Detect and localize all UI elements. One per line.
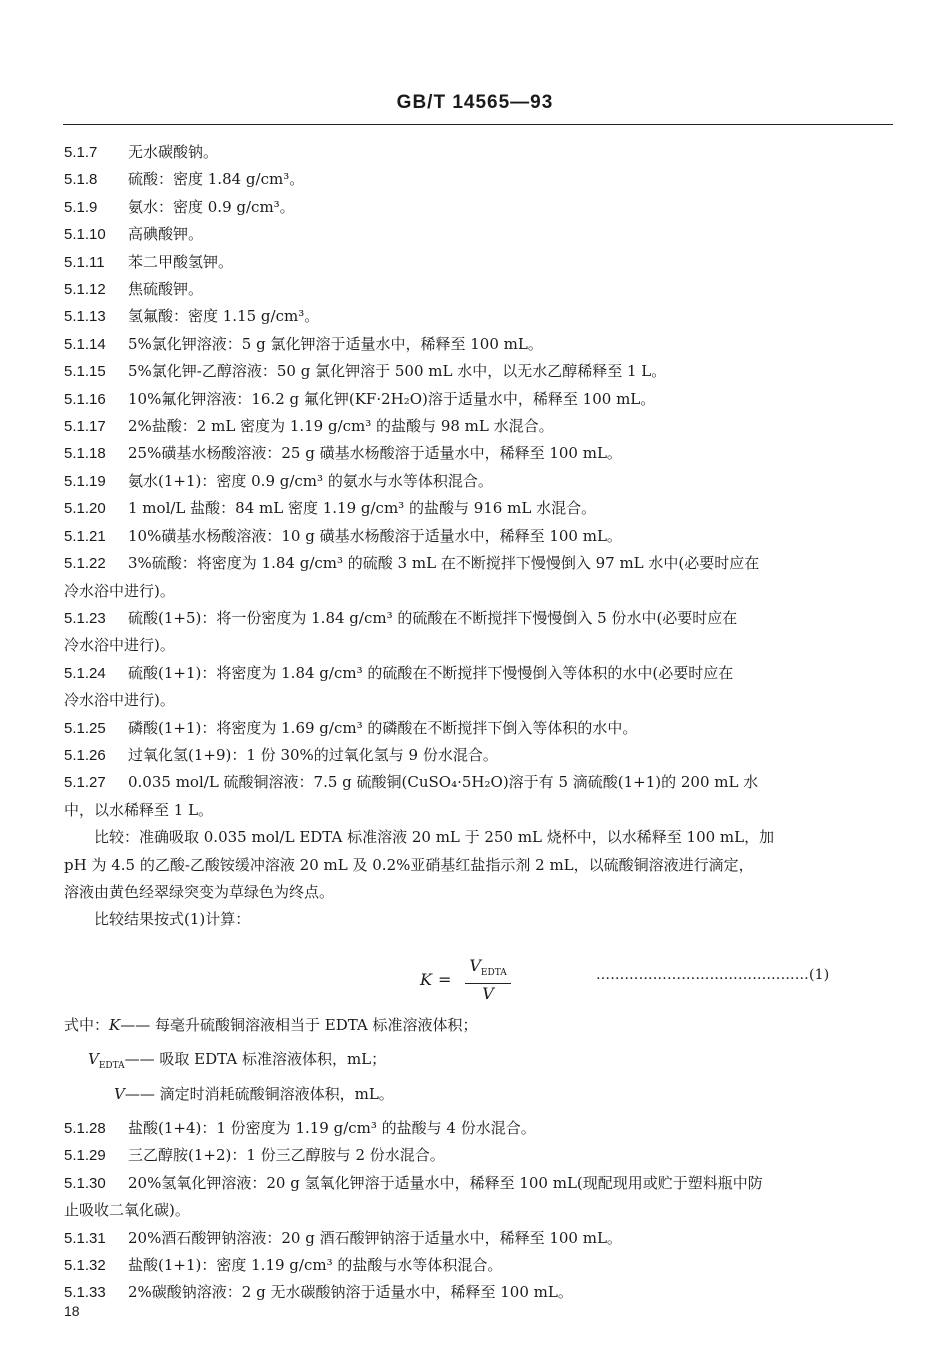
numerator-sub: EDTA <box>480 967 507 978</box>
clause-text: 焦硫酸钾。 <box>128 280 204 299</box>
reagent-item <box>64 715 864 742</box>
definition-symbol: K <box>109 1015 121 1034</box>
header-rule <box>63 124 893 125</box>
clause-text: 20%氢氧化钾溶液：20 g 氢氧化钾溶于适量水中，稀释至 100 mL(现配现用或贮于塑料瓶中防 <box>128 1173 763 1192</box>
reagent-item <box>64 386 864 413</box>
page-number: 18 <box>64 1303 80 1319</box>
formula-expression <box>420 956 511 1004</box>
formula-number-leader: ………………………………………(1) <box>596 966 830 983</box>
reagent-item <box>64 1170 864 1197</box>
reagent-item <box>64 495 864 522</box>
definition-row <box>64 1081 864 1115</box>
definition-row <box>64 1046 864 1080</box>
clause-number: 5.1.8 <box>64 171 98 189</box>
clause-number: 5.1.33 <box>64 1284 106 1302</box>
definition-symbol: V <box>88 1050 99 1069</box>
formula-denominator: V <box>482 983 494 1003</box>
clause-text: 0.035 mol/L 硫酸铜溶液：7.5 g 硫酸铜(CuSO₄·5H₂O)溶于有 5 滴硫酸(1+1)的 200 mL 水 <box>128 773 759 792</box>
reagent-item <box>64 221 864 248</box>
clause-number: 5.1.17 <box>64 418 106 436</box>
reagent-item <box>64 550 864 577</box>
reagent-item <box>64 1115 864 1142</box>
reagent-item <box>64 1252 864 1279</box>
clause-number: 5.1.31 <box>64 1229 106 1247</box>
reagent-item <box>64 440 864 467</box>
clause-text-continued: 中，以水稀释至 1 L。 <box>64 800 214 819</box>
clause-text: 苯二甲酸氢钾。 <box>128 252 234 271</box>
numerator-var: V <box>469 955 481 975</box>
formula-numerator <box>465 956 510 984</box>
clause-text: 20%酒石酸钾钠溶液：20 g 酒石酸钾钠溶于适量水中，稀释至 100 mL。 <box>128 1228 622 1247</box>
clause-number: 5.1.13 <box>64 308 106 326</box>
reagent-item <box>64 358 864 385</box>
definition-row <box>64 1012 864 1046</box>
reagent-item <box>64 769 864 796</box>
clause-text: 氢氟酸：密度 1.15 g/cm³。 <box>128 307 320 326</box>
reagent-item <box>64 276 864 303</box>
reagent-item <box>64 303 864 330</box>
clause-text-continued: 冷水浴中进行)。 <box>64 691 175 710</box>
reagent-item <box>64 249 864 276</box>
compare-paragraph <box>64 824 864 906</box>
clause-number: 5.1.18 <box>64 445 106 463</box>
clause-text: 10%磺基水杨酸溶液：10 g 磺基水杨酸溶于适量水中，稀释至 100 mL。 <box>128 526 622 545</box>
compare-result-line: 比较结果按式(1)计算： <box>94 910 251 929</box>
clause-text: 硫酸(1+1)：将密度为 1.84 g/cm³ 的硫酸在不断搅拌下慢慢倒入等体积的水中(必要时应在 <box>128 663 734 682</box>
clause-number: 5.1.7 <box>64 144 98 161</box>
clause-text: 2%盐酸：2 mL 密度为 1.19 g/cm³ 的盐酸与 98 mL 水混合。 <box>128 417 554 436</box>
clause-number: 5.1.14 <box>64 335 106 353</box>
formula-lhs: K <box>420 970 432 990</box>
clause-text: 5%氯化钾-乙醇溶液：50 g 氯化钾溶于 500 mL 水中，以无水乙醇稀释至 1 L。 <box>128 362 667 381</box>
formula-equals: = <box>437 970 452 990</box>
clause-text: 磷酸(1+1)：将密度为 1.69 g/cm³ 的磷酸在不断搅拌下倒入等体积的水中。 <box>128 718 638 737</box>
clause-text: 氨水：密度 0.9 g/cm³。 <box>128 197 295 216</box>
clause-text: 3%硫酸：将密度为 1.84 g/cm³ 的硫酸 3 mL 在不断搅拌下慢慢倒入 97 mL 水中(必要时应在 <box>128 554 760 573</box>
clause-text: 无水碳酸钠。 <box>128 143 219 161</box>
clause-text: 盐酸(1+4)：1 份密度为 1.19 g/cm³ 的盐酸与 4 份水混合。 <box>128 1119 536 1137</box>
reagent-item <box>64 413 864 440</box>
reagent-item <box>64 1225 864 1252</box>
reagent-item <box>64 331 864 358</box>
reagent-item <box>64 523 864 550</box>
variable-definitions <box>64 1012 864 1115</box>
clause-text: 氨水(1+1)：密度 0.9 g/cm³ 的氨水与水等体积混合。 <box>128 471 493 490</box>
formula-1 <box>64 942 864 1012</box>
definition-text: —— 每毫升硫酸铜溶液相当于 EDTA 标准溶液体积； <box>120 1015 478 1034</box>
definition-text: —— 滴定时消耗硫酸铜溶液体积，mL。 <box>124 1084 394 1103</box>
definition-symbol-sub: EDTA <box>98 1061 125 1072</box>
clause-number: 5.1.23 <box>64 609 106 627</box>
clause-number: 5.1.24 <box>64 664 106 682</box>
reagent-list-continued <box>64 1115 864 1307</box>
clause-number: 5.1.27 <box>64 774 106 792</box>
clause-number: 5.1.25 <box>64 719 106 737</box>
definition-prefix: 式中： <box>64 1015 110 1034</box>
document-body <box>64 139 864 1307</box>
clause-text: 过氧化氢(1+9)：1 份 30%的过氧化氢与 9 份水混合。 <box>128 745 498 764</box>
definition-symbol: V <box>114 1084 125 1103</box>
reagent-item <box>64 660 864 687</box>
clause-text: 盐酸(1+1)：密度 1.19 g/cm³ 的盐酸与水等体积混合。 <box>128 1256 503 1275</box>
reagent-item <box>64 139 864 166</box>
compare-line-2: pH 为 4.5 的乙酸-乙酸铵缓冲溶液 20 mL 及 0.2%亚硝基红盐指示剂 2 mL，以硫酸铜溶液进行滴定， <box>64 855 754 874</box>
document-header: GB/T 14565—93 <box>396 92 554 113</box>
clause-number: 5.1.20 <box>64 500 106 518</box>
compare-line-3: 溶液由黄色经翠绿突变为草绿色为终点。 <box>64 882 335 901</box>
clause-number: 5.1.9 <box>64 198 98 216</box>
reagent-item <box>64 742 864 769</box>
clause-text: 高碘酸钾。 <box>128 225 204 244</box>
reagent-item <box>64 468 864 495</box>
clause-number: 5.1.12 <box>64 281 106 299</box>
clause-text: 1 mol/L 盐酸：84 mL 密度 1.19 g/cm³ 的盐酸与 916 mL 水混合。 <box>128 499 597 518</box>
reagent-item <box>64 1279 864 1306</box>
definition-text: —— 吸取 EDTA 标准溶液体积，mL； <box>124 1050 387 1069</box>
clause-number: 5.1.26 <box>64 746 106 764</box>
clause-number: 5.1.11 <box>64 253 105 271</box>
compare-line-1: 比较：准确吸取 0.035 mol/L EDTA 标准溶液 20 mL 于 250 mL 烧杯中，以水稀释至 100 mL，加 <box>94 828 775 847</box>
formula-fraction <box>465 956 510 1004</box>
clause-text-continued: 冷水浴中进行)。 <box>64 636 175 655</box>
clause-number: 5.1.19 <box>64 472 106 490</box>
clause-number: 5.1.32 <box>64 1257 106 1275</box>
clause-text-continued: 冷水浴中进行)。 <box>64 581 175 600</box>
clause-text: 硫酸：密度 1.84 g/cm³。 <box>128 170 305 189</box>
clause-number: 5.1.21 <box>64 527 106 545</box>
clause-number: 5.1.16 <box>64 390 106 408</box>
clause-text: 25%磺基水杨酸溶液：25 g 磺基水杨酸溶于适量水中，稀释至 100 mL。 <box>128 444 622 463</box>
reagent-item <box>64 1142 864 1169</box>
clause-text: 5%氯化钾溶液：5 g 氯化钾溶于适量水中，稀释至 100 mL。 <box>128 334 543 353</box>
clause-text-continued: 止吸收二氧化碳)。 <box>64 1201 190 1220</box>
clause-number: 5.1.29 <box>64 1147 106 1165</box>
clause-number: 5.1.22 <box>64 555 106 573</box>
reagent-item <box>64 166 864 193</box>
clause-text: 2%碳酸钠溶液：2 g 无水碳酸钠溶于适量水中，稀释至 100 mL。 <box>128 1283 573 1302</box>
clause-number: 5.1.28 <box>64 1120 106 1137</box>
clause-number: 5.1.30 <box>64 1174 106 1192</box>
clause-text: 硫酸(1+5)：将一份密度为 1.84 g/cm³ 的硫酸在不断搅拌下慢慢倒入 5 份水中(必要时应在 <box>128 608 738 627</box>
clause-text: 10%氟化钾溶液：16.2 g 氟化钾(KF·2H₂O)溶于适量水中，稀释至 100 mL。 <box>128 389 656 408</box>
clause-number: 5.1.15 <box>64 363 106 381</box>
reagent-item <box>64 605 864 632</box>
compare-result-paragraph <box>64 906 864 933</box>
reagent-list <box>64 139 864 824</box>
reagent-item <box>64 194 864 221</box>
clause-number: 5.1.10 <box>64 226 106 244</box>
clause-text: 三乙醇胺(1+2)：1 份三乙醇胺与 2 份水混合。 <box>128 1146 445 1165</box>
